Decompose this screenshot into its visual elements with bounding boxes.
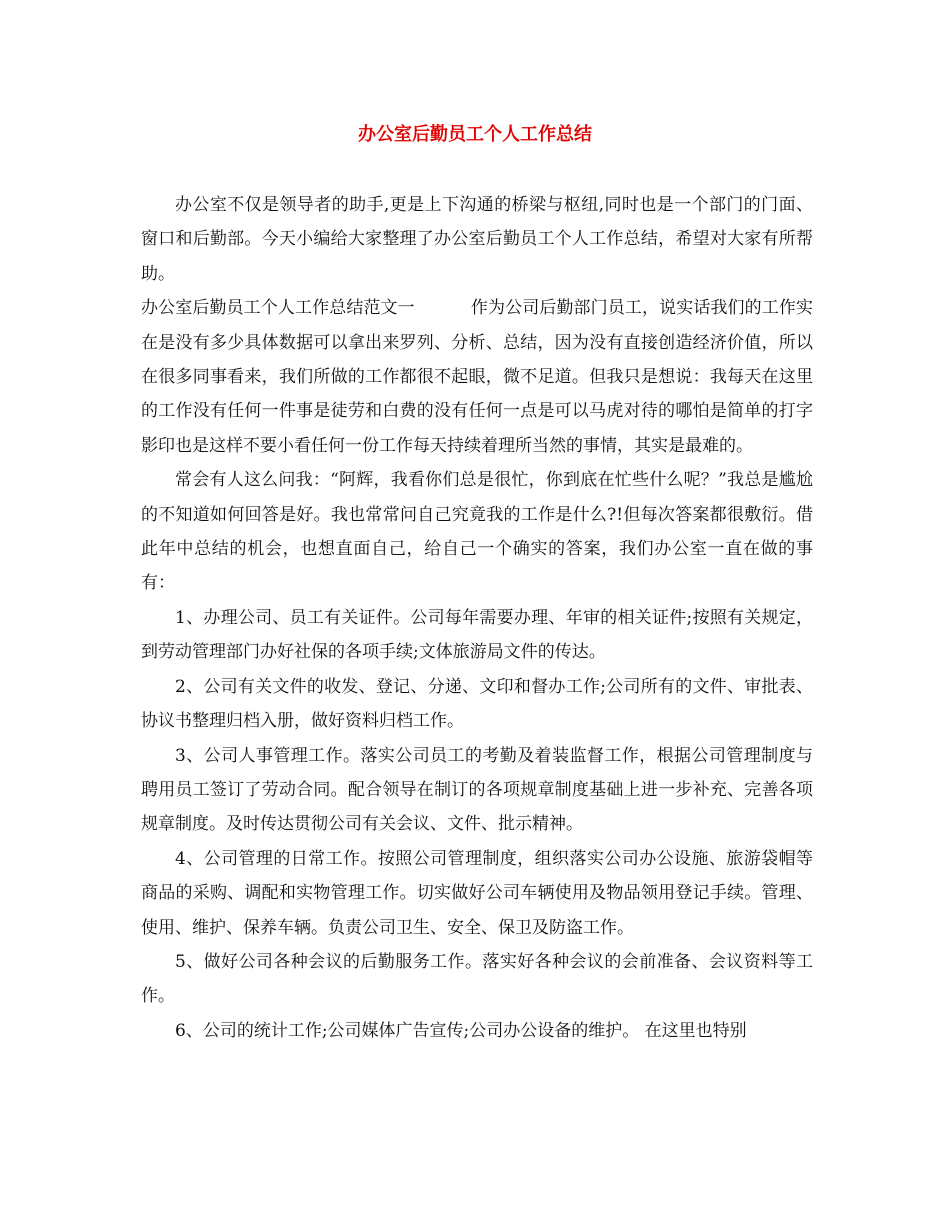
section-first-paragraph: 作为公司后勤部门员工，说实话我们的工作实在是没有多少具体数据可以拿出来罗列、分析、总结，因为没有直接创造经济价值，所以在很多同事看来，我们所做的工作都很不起眼，微不足道。但我只是想说：我每天在这里的工作没有任何一件事是徒劳和白费的没有任何一点是可以马虎对待的哪怕是简单的打字影印也是这样不要小看任何一份工作每天持续着理所当然的事情，其实是最难的。 — [141, 298, 814, 456]
section-paragraph — [141, 291, 813, 463]
body-paragraph: 常会有人这么问我：“阿辉，我看你们总是很忙，你到底在忙些什么呢？”我总是尴尬的不知道如何回答是好。我也常常问自己究竟我的工作是什么?!但每次答案都很敷衍。借此年中总结的机会，也想直面自己，给自己一个确实的答案，我们办公室一直在做的事有： — [141, 470, 813, 594]
list-item: 5、做好公司各种会议的后勤服务工作。落实好各种会议的会前准备、会议资料等工作。 — [141, 951, 813, 1007]
list-item: 6、公司的统计工作;公司媒体广告宣传;公司办公设备的维护。 在这里也特别 — [175, 1020, 747, 1041]
document-body — [141, 188, 813, 1048]
list-item: 1、办理公司、员工有关证件。公司每年需要办理、年审的相关证件;按照有关规定，到劳动管理部门办好社保的各项手续;文体旅游局文件的传达。 — [141, 607, 813, 663]
intro-paragraph: 办公室不仅是领导者的助手,更是上下沟通的桥梁与枢纽,同时也是一个部门的门面、窗口和后勤部。今天小编给大家整理了办公室后勤员工个人工作总结，希望对大家有所帮助。 — [141, 195, 813, 284]
list-item: 4、公司管理的日常工作。按照公司管理制度，组织落实公司办公设施、旅游袋帽等商品的采购、调配和实物管理工作。切实做好公司车辆使用及物品领用登记手续。管理、使用、维护、保养车辆。负责公司卫生、安全、保卫及防盗工作。 — [141, 848, 813, 938]
list-item: 2、公司有关文件的收发、登记、分递、文印和督办工作;公司所有的文件、审批表、协议书整理归档入册，做好资料归档工作。 — [141, 676, 813, 732]
list-item: 3、公司人事管理工作。落实公司员工的考勤及着装监督工作，根据公司管理制度与聘用员工签订了劳动合同。配合领导在制订的各项规章制度基础上进一步补充、完善各项规章制度。及时传达贯彻公司有关会议、文件、批示精神。 — [141, 745, 813, 835]
section-heading: 办公室后勤员工个人工作总结范文一 — [141, 298, 415, 319]
document-title: 办公室后勤员工个人工作总结 — [358, 124, 592, 145]
